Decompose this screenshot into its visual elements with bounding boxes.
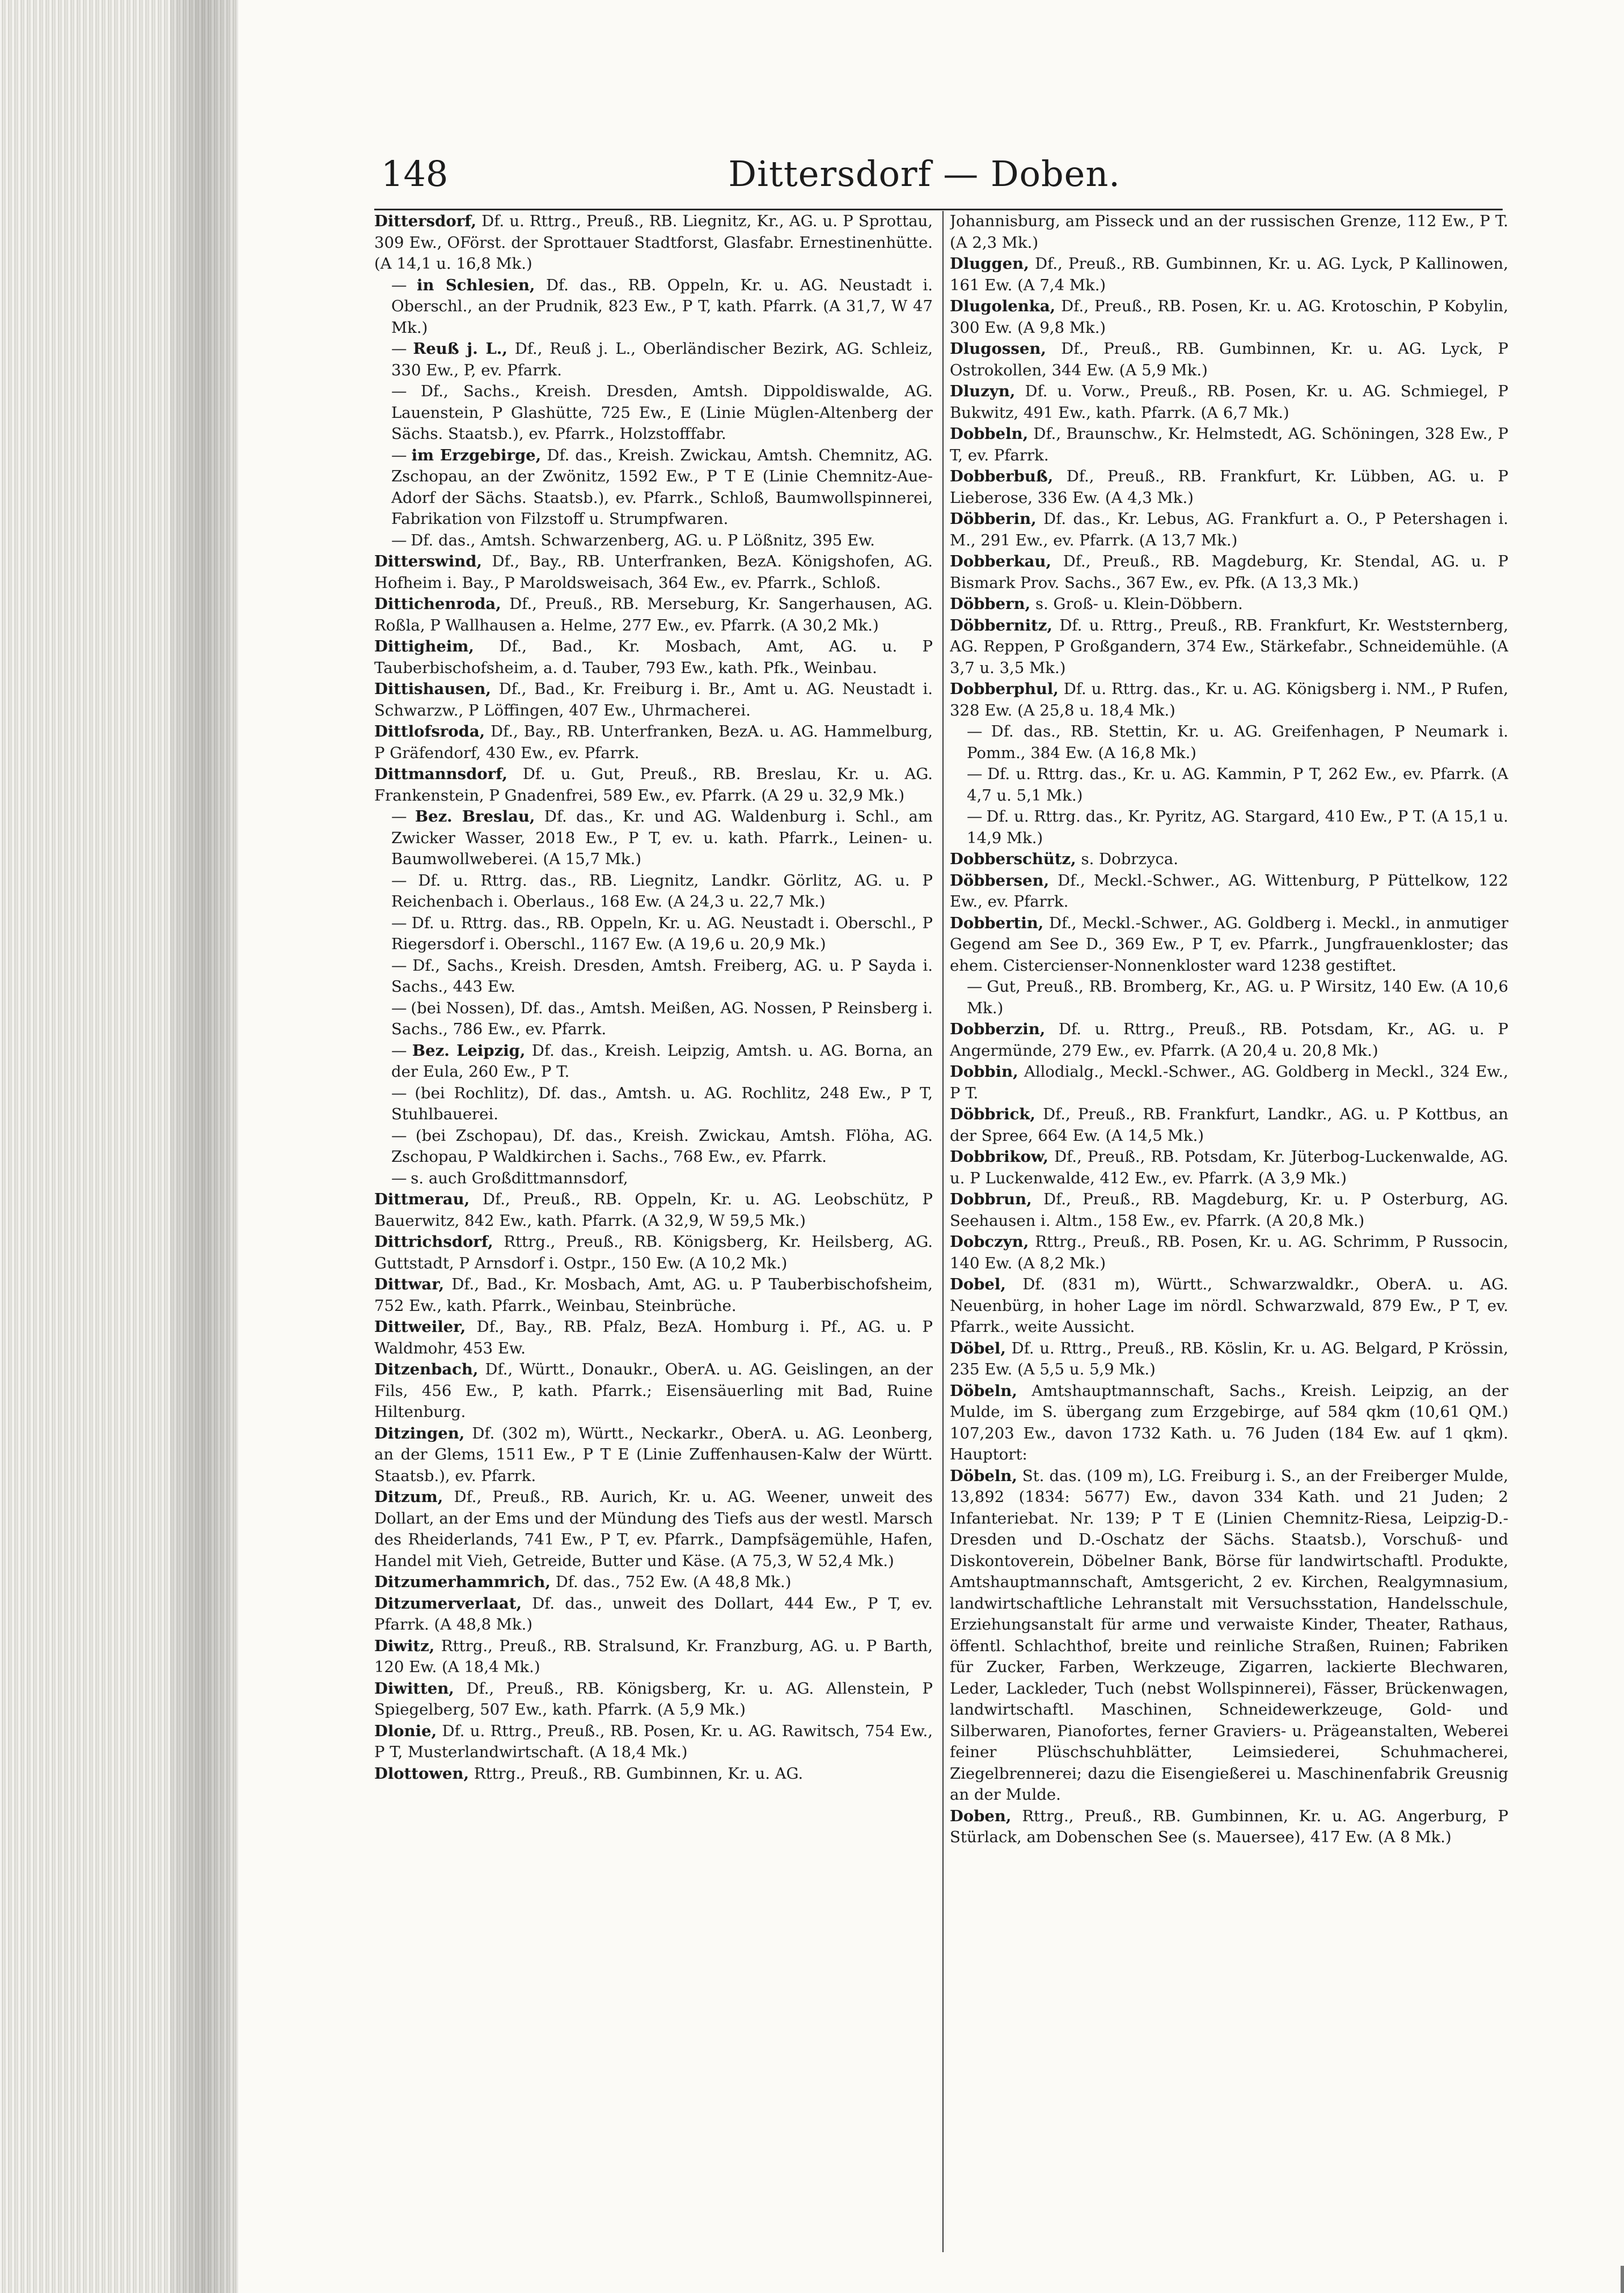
dictionary-entry [374, 913, 933, 955]
dictionary-entry [374, 636, 933, 679]
entry-headword: Dittmerau, [374, 1190, 470, 1208]
entry-text: Johannisburg, am Pisseck und an der russischen Grenze, 112 Ew., P T. (A 2,3 Mk.) [950, 212, 1508, 252]
entry-headword: Reuß j. L., [413, 340, 508, 358]
entry-headword: Dittigheim, [374, 637, 474, 655]
continuation-dash: — [391, 1041, 406, 1060]
dictionary-entry [950, 381, 1508, 424]
dictionary-entry [950, 976, 1508, 1019]
dictionary-entry [374, 1763, 933, 1785]
entry-text: Df. u. Rttrg. das., Kr. u. AG. Königsberg i. NM., P Rufen, 328 Ew. (A 25,8 u. 18,4 Mk.) [950, 680, 1508, 720]
entry-headword: Ditzenbach, [374, 1360, 479, 1378]
continuation-dash: — [967, 765, 982, 783]
entry-headword: Dobczyn, [950, 1233, 1029, 1251]
continuation-dash: — [391, 276, 406, 294]
dictionary-entry [374, 721, 933, 764]
entry-text: Allodialg., Meckl.-Schwer., AG. Goldberg in Meckl., 324 Ew., P T. [950, 1063, 1508, 1102]
dictionary-entry [950, 1019, 1508, 1061]
entry-text: s. auch Großdittmannsdorf, [411, 1169, 628, 1187]
dictionary-entry [950, 1274, 1508, 1338]
entry-text: Df., Württ., Donaukr., OberA. u. AG. Geislingen, an der Fils, 456 Ew., P, kath. Pfarrk.; Eisensäuerling mit Bad, Ruine Hiltenburg. [374, 1360, 933, 1421]
dictionary-entry [374, 1317, 933, 1359]
entry-text: Df., Preuß., RB. Frankfurt, Landkr., AG. u. P Kottbus, an der Spree, 664 Ew. (A 14,5 Mk.) [950, 1105, 1508, 1145]
entry-headword: Dluzyn, [950, 382, 1016, 400]
entry-text: Df., Sachs., Kreish. Dresden, Amtsh. Freiberg, AG. u. P Sayda i. Sachs., 443 Ew. [391, 956, 933, 996]
dictionary-entry [950, 679, 1508, 721]
entry-text: Df. u. Rttrg., Preuß., RB. Potsdam, Kr., AG. u. P Angermünde, 279 Ew., ev. Pfarrk. (A 20,4 u. 20,8 Mk.) [950, 1020, 1508, 1060]
header-rule [374, 209, 1503, 210]
dictionary-entry [950, 339, 1508, 381]
entry-text: Df., Preuß., RB. Potsdam, Kr. Jüterbog-Luckenwalde, AG. u. P Luckenwalde, 412 Ew., ev. Pfarrk. (A 3,9 Mk.) [950, 1148, 1508, 1187]
continuation-dash: — [391, 382, 406, 400]
entry-headword: Dobberphul, [950, 680, 1059, 698]
dictionary-entry [374, 998, 933, 1040]
dictionary-entry [374, 1721, 933, 1763]
entry-text: Df. das., Kreish. Leipzig, Amtsh. u. AG. Borna, an der Eula, 260 Ew., P T. [391, 1041, 933, 1081]
entry-headword: Dobbeln, [950, 425, 1029, 443]
entry-text: Df. das., RB. Stettin, Kr. u. AG. Greifenhagen, P Neumark i. Pomm., 384 Ew. (A 16,8 Mk.) [967, 722, 1508, 762]
dictionary-entry [374, 1232, 933, 1274]
dictionary-entry [374, 955, 933, 998]
dictionary-entry [374, 1572, 933, 1593]
continuation-dash: — [391, 1084, 406, 1102]
dictionary-entry [374, 1168, 933, 1190]
entry-text: Df., Meckl.-Schwer., AG. Goldberg i. Meckl., in anmutiger Gegend am See D., 369 Ew., P T, ev. Pfarrk., Jungfrauenkloster; das ehem. Cistercienser-Nonnenkloster ward 1238 gestiftet. [950, 913, 1508, 975]
entry-text: Df., Preuß., RB. Posen, Kr. u. AG. Krotoschin, P Kobylin, 300 Ew. (A 9,8 Mk.) [950, 297, 1508, 337]
dictionary-entry [374, 1593, 933, 1636]
dictionary-entry [374, 1636, 933, 1678]
dictionary-entry [950, 1381, 1508, 1466]
entry-headword: Ditzum, [374, 1488, 443, 1506]
continuation-dash: — [391, 807, 406, 826]
dictionary-entry [374, 1189, 933, 1232]
entry-text: Df., Preuß., RB. Magdeburg, Kr. Stendal, AG. u. P Bismark Prov. Sachs., 367 Ew., ev. Pfk. (A 13,3 Mk.) [950, 552, 1508, 592]
dictionary-entry [950, 870, 1508, 913]
entry-text: Df., Preuß., RB. Magdeburg, Kr. u. P Osterburg, AG. Seehausen i. Altm., 158 Ew., ev. Pfarrk. (A 20,8 Mk.) [950, 1190, 1508, 1230]
entry-text: Df., Reuß j. L., Oberländischer Bezirk, AG. Schleiz, 330 Ew., P, ev. Pfarrk. [391, 340, 933, 379]
entry-headword: Dittrichsdorf, [374, 1233, 493, 1251]
running-head: Dittersdorf — Doben. [728, 153, 1120, 194]
entry-text: Df., Bay., RB. Unterfranken, BezA. u. AG. Hammelburg, P Gräfendorf, 430 Ew., ev. Pfarrk. [374, 722, 933, 762]
continuation-dash: — [391, 871, 406, 890]
entry-text: Df. das., unweit des Dollart, 444 Ew., P T, ev. Pfarrk. (A 48,8 Mk.) [374, 1594, 933, 1634]
dictionary-entry [950, 1189, 1508, 1232]
dictionary-entry [374, 1083, 933, 1126]
entry-headword: Dlugossen, [950, 340, 1046, 358]
dictionary-entry [950, 296, 1508, 339]
continuation-dash: — [967, 978, 982, 996]
dictionary-entry [950, 551, 1508, 594]
entry-text: Df. u. Rttrg. das., Kr. Pyritz, AG. Stargard, 410 Ew., P T. (A 15,1 u. 14,9 Mk.) [967, 807, 1508, 847]
entry-text: Df., Preuß., RB. Gumbinnen, Kr. u. AG. Lyck, P Ostrokollen, 344 Ew. (A 5,9 Mk.) [950, 340, 1508, 379]
entry-text: Df., Bad., Kr. Mosbach, Amt, AG. u. P Tauberbischofsheim, 752 Ew., kath. Pfarrk., Weinbau, Steinbrüche. [374, 1275, 933, 1315]
entry-headword: Dobbin, [950, 1063, 1018, 1081]
entry-text: Df. u. Rttrg., Preuß., RB. Köslin, Kr. u. AG. Belgard, P Krössin, 235 Ew. (A 5,5 u. 5,9 Mk.) [950, 1339, 1508, 1378]
dictionary-entry [374, 445, 933, 530]
entry-headword: Döbbrick, [950, 1105, 1035, 1123]
continuation-dash: — [391, 446, 406, 464]
entry-headword: Ditterswind, [374, 552, 483, 570]
entry-text: Df., Braunschw., Kr. Helmstedt, AG. Schöningen, 328 Ew., P T, ev. Pfarrk. [950, 425, 1508, 464]
entry-headword: Dittlofsroda, [374, 722, 485, 741]
entry-headword: Dobberschütz, [950, 850, 1076, 868]
dictionary-entry [374, 870, 933, 913]
dictionary-entry [950, 1806, 1508, 1848]
dictionary-entry [374, 594, 933, 636]
entry-headword: Dittichenroda, [374, 595, 501, 613]
entry-text: Df., Bad., Kr. Mosbach, Amt, AG. u. P Tauberbischofsheim, a. d. Tauber, 793 Ew., kath. Pfk., Weinbau. [374, 637, 933, 677]
entry-text: (bei Zschopau), Df. das., Kreish. Zwickau, Amtsh. Flöha, AG. Zschopau, P Waldkirchen i. Sachs., 768 Ew., ev. Pfarrk. [391, 1126, 933, 1166]
entry-headword: Ditzumerverlaat, [374, 1594, 522, 1613]
entry-headword: Döbeln, [950, 1466, 1017, 1485]
entry-text: St. das. (109 m), LG. Freiburg i. S., an der Freiberger Mulde, 13,892 (1834: 5677) Ew., davon 334 Kath. und 21 Juden; 2 Infanteriebat. Nr. 139; P T E (Linien Chemnitz-Riesa, Leipzig-D.-Dresden und D.-Oschatz der Sächs. Staatsb.), Vorschuß- und Diskontoverein, Döbelner Bank, Börse für landwirtschaftl. Produkte, Amtshauptmannschaft, Amtsgericht, 2 ev. Kirchen, Realgymnasium, landwirtschaftliche Lehranstalt mit Versuchsstation, Handelsschule, Erziehungsanstalt für arme und verwaiste Kinder, Theater, Rathaus, öffentl. Schlachthof, breite und reinliche Straßen, Ruinen; Fabriken für Zucker, Farben, Werkzeuge, Zigarren, lackierte Blechwaren, Leder, Lackleder, Tuch (nebst Wollspinnerei), Fässer, Brückenwagen, landwirtschaftl. Maschinen, Schneidewerkzeuge, Gold- und Silberwaren, Pianofortes, ferner Graviers- u. Prägeanstalten, Weberei feiner Plüschschuhblätter, Leimsiederei, Schuhmacherei, Ziegelbrennerei; dazu die Eisengießerei u. Maschinenfabrik Greusnig an der Mulde. [950, 1466, 1508, 1804]
entry-text: Df., Preuß., RB. Gumbinnen, Kr. u. AG. Lyck, P Kallinowen, 161 Ew. (A 7,4 Mk.) [950, 255, 1508, 294]
right-column [950, 211, 1508, 2264]
dictionary-entry [374, 806, 933, 870]
dictionary-entry [950, 1146, 1508, 1189]
dictionary-entry [374, 1040, 933, 1083]
dictionary-entry [950, 721, 1508, 764]
entry-text: (bei Rochlitz), Df. das., Amtsh. u. AG. Rochlitz, 248 Ew., P T, Stuhlbauerei. [391, 1084, 933, 1123]
entry-text: Df. das., RB. Oppeln, Kr. u. AG. Neustadt i. Oberschl., an der Prudnik, 823 Ew., P T, kath. Pfarrk. (A 31,7, W 47 Mk.) [391, 276, 933, 337]
dictionary-entry [374, 1678, 933, 1721]
dictionary-entry [950, 1232, 1508, 1274]
entry-text: Df., Preuß., RB. Aurich, Kr. u. AG. Weener, unweit des Dollart, an der Ems und der Mündung des Tiefs aus der westl. Marsch des Rheiderlands, 741 Ew., P T, ev. Pfarrk., Dampfsägemühle, Hafen, Handel mit Vieh, Getreide, Butter und Käse. (A 75,3, W 52,4 Mk.) [374, 1488, 933, 1570]
entry-text: Rttrg., Preuß., RB. Posen, Kr. u. AG. Schrimm, P Russocin, 140 Ew. (A 8,2 Mk.) [950, 1233, 1508, 1272]
dictionary-entry [950, 509, 1508, 551]
dictionary-entry [950, 466, 1508, 509]
dictionary-entry [374, 339, 933, 381]
entry-text: Gut, Preuß., RB. Bromberg, Kr., AG. u. P Wirsitz, 140 Ew. (A 10,6 Mk.) [967, 978, 1508, 1017]
entry-headword: Ditzingen, [374, 1424, 465, 1442]
entry-headword: Dittishausen, [374, 680, 491, 698]
entry-headword: Dittwar, [374, 1275, 445, 1293]
continuation-dash: — [391, 956, 406, 975]
dictionary-entry [374, 275, 933, 339]
entry-headword: Döbeln, [950, 1381, 1017, 1400]
entry-headword: Ditzumerhammrich, [374, 1573, 551, 1591]
entry-text: Rttrg., Preuß., RB. Gumbinnen, Kr. u. AG. Angerburg, P Stürlack, am Dobenschen See (s. Mauersee), 417 Ew. (A 8 Mk.) [950, 1807, 1508, 1846]
entry-headword: Dlonie, [374, 1721, 437, 1740]
dictionary-entry [374, 551, 933, 594]
entry-text: Df. das., 752 Ew. (A 48,8 Mk.) [555, 1573, 792, 1591]
dictionary-entry [374, 1274, 933, 1317]
continuation-dash: — [967, 722, 982, 741]
entry-headword: Dluggen, [950, 255, 1029, 273]
entry-headword: Dittweiler, [374, 1318, 466, 1336]
entry-headword: in Schlesien, [417, 276, 535, 294]
dictionary-entry [374, 1487, 933, 1572]
entry-headword: Döbberin, [950, 510, 1037, 528]
entry-text: Rttrg., Preuß., RB. Königsberg, Kr. Heilsberg, AG. Guttstadt, P Arnsdorf i. Ostpr., 150 Ew. (A 10,2 Mk.) [374, 1233, 933, 1272]
column-divider [942, 211, 944, 2252]
entry-headword: Diwitten, [374, 1679, 454, 1698]
entry-headword: Dlottowen, [374, 1764, 470, 1783]
left-column [374, 211, 933, 2264]
entry-text: Amtshauptmannschaft, Sachs., Kreish. Leipzig, an der Mulde, im S. übergang zum Erzgebirge, auf 584 qkm (10,61 QM.) 107,203 Ew., davon 1732 Kath. u. 76 Juden (184 Ew. auf 1 qkm). Hauptort: [950, 1381, 1508, 1463]
entry-headword: Dobberkau, [950, 552, 1052, 570]
dictionary-entry [374, 764, 933, 806]
entry-headword: Dlugolenka, [950, 297, 1056, 315]
dictionary-entry [950, 1104, 1508, 1146]
entry-headword: im Erzgebirge, [411, 446, 542, 464]
entry-text: s. Groß- u. Klein-Döbbern. [1035, 595, 1243, 613]
entry-headword: Dobbrun, [950, 1190, 1032, 1208]
continuation-dash: — [391, 999, 406, 1017]
entry-headword: Dobbrikow, [950, 1148, 1048, 1166]
dictionary-entry [950, 211, 1508, 253]
entry-headword: Diwitz, [374, 1636, 435, 1655]
entry-text: Df. das., Kreish. Zwickau, Amtsh. Chemnitz, AG. Zschopau, an der Zwönitz, 1592 Ew., P T E (Linie Chemnitz-Aue-Adorf der Sächs. Staatsb.), ev. Pfarrk., Schloß, Baumwollspinnerei, Fabrikation von Filzstoff u. Strumpfwaren. [391, 446, 933, 528]
entry-headword: Bez. Breslau, [415, 807, 535, 826]
entry-headword: Dobel, [950, 1275, 1006, 1293]
entry-text: Rttrg., Preuß., RB. Gumbinnen, Kr. u. AG. [473, 1764, 803, 1783]
entry-headword: Döbbersen, [950, 871, 1050, 890]
dictionary-entry [374, 381, 933, 445]
entry-text: Df., Sachs., Kreish. Dresden, Amtsh. Dippoldiswalde, AG. Lauenstein, P Glashütte, 725 Ew., E (Linie Müglen-Altenberg der Sächs. Staatsb.), ev. Pfarrk., Holzstofffabr. [391, 382, 933, 443]
entry-text: Df. u. Rttrg. das., RB. Oppeln, Kr. u. AG. Neustadt i. Oberschl., P Riegersdorf i. Oberschl., 1167 Ew. (A 19,6 u. 20,9 Mk.) [391, 913, 933, 953]
entry-headword: Doben, [950, 1807, 1012, 1825]
entry-headword: Döbbern, [950, 595, 1031, 613]
entry-text: Df., Bad., Kr. Freiburg i. Br., Amt u. AG. Neustadt i. Schwarzw., P Löffingen, 407 Ew., Uhrmacherei. [374, 680, 933, 720]
continuation-dash: — [391, 531, 406, 549]
entry-text: Df. das., Kr. Lebus, AG. Frankfurt a. O., P Petershagen i. M., 291 Ew., ev. Pfarrk. (A 13,7 Mk.) [950, 510, 1508, 549]
page-number: 148 [381, 153, 449, 194]
entry-text: Df. u. Rttrg., Preuß., RB. Frankfurt, Kr. Weststernberg, AG. Reppen, P Großgandern, 374 Ew., Stärkefabr., Schneidemühle. (A 3,7 u. 3,5 Mk.) [950, 616, 1508, 677]
continuation-dash: — [391, 340, 406, 358]
entry-text: Df. u. Rttrg., Preuß., RB. Posen, Kr. u. AG. Rawitsch, 754 Ew., P T, Musterlandwirtschaft. (A 18,4 Mk.) [374, 1721, 933, 1761]
entry-text: Df. u. Rttrg. das., RB. Liegnitz, Landkr. Görlitz, AG. u. P Reichenbach i. Oberlaus., 168 Ew. (A 24,3 u. 22,7 Mk.) [391, 871, 933, 911]
entry-text: Df. (302 m), Württ., Neckarkr., OberA. u. AG. Leonberg, an der Glems, 1511 Ew., P T E (Linie Zuffenhausen-Kalw der Württ. Staatsb.), ev. Pfarrk. [374, 1424, 933, 1485]
dictionary-entry [374, 211, 933, 275]
continuation-dash: — [391, 1169, 406, 1187]
dictionary-entry [950, 764, 1508, 806]
entry-text: Df., Preuß., RB. Oppeln, Kr. u. AG. Leobschütz, P Bauerwitz, 842 Ew., kath. Pfarrk. (A 32,9, W 59,5 Mk.) [374, 1190, 933, 1230]
dictionary-entry [374, 530, 933, 552]
continuation-dash: — [391, 913, 406, 932]
continuation-dash: — [391, 1126, 406, 1145]
entry-headword: Dobbertin, [950, 913, 1044, 932]
entry-headword: Döbel, [950, 1339, 1006, 1357]
dictionary-entry [950, 913, 1508, 977]
continuation-dash: — [967, 807, 982, 826]
dictionary-entry [950, 849, 1508, 870]
entry-headword: Bez. Leipzig, [412, 1041, 526, 1060]
dictionary-entry [374, 1126, 933, 1168]
entry-text: Df. das., Kr. und AG. Waldenburg i. Schl., am Zwicker Wasser, 2018 Ew., P T, ev. u. kath. Pfarrk., Leinen- u. Baumwollweberei. (A 15,7 Mk.) [391, 807, 933, 868]
dictionary-entry [950, 424, 1508, 466]
dictionary-entry [950, 1061, 1508, 1104]
dictionary-entry [374, 1423, 933, 1487]
entry-text: Df. das., Amtsh. Schwarzenberg, AG. u. P Lößnitz, 395 Ew. [411, 531, 876, 549]
entry-text: Df., Preuß., RB. Frankfurt, Kr. Lübben, AG. u. P Lieberose, 336 Ew. (A 4,3 Mk.) [950, 467, 1508, 507]
dictionary-entry [950, 594, 1508, 615]
entry-headword: Dobberzin, [950, 1020, 1046, 1038]
entry-text: Df. u. Vorw., Preuß., RB. Posen, Kr. u. AG. Schmiegel, P Bukwitz, 491 Ew., kath. Pfarrk. (A 6,7 Mk.) [950, 382, 1508, 422]
dictionary-entry [374, 1359, 933, 1423]
entry-text: Df. u. Gut, Preuß., RB. Breslau, Kr. u. AG. Frankenstein, P Gnadenfrei, 589 Ew., ev. Pfarrk. (A 29 u. 32,9 Mk.) [374, 765, 933, 805]
entry-text: Df., Preuß., RB. Merseburg, Kr. Sangerhausen, AG. Roßla, P Wallhausen a. Helme, 277 Ew., ev. Pfarrk. (A 30,2 Mk.) [374, 595, 933, 634]
entry-text: Rttrg., Preuß., RB. Stralsund, Kr. Franzburg, AG. u. P Barth, 120 Ew. (A 18,4 Mk.) [374, 1636, 933, 1676]
dictionary-entry [374, 679, 933, 721]
dictionary-entry [950, 806, 1508, 849]
entry-text: Df., Meckl.-Schwer., AG. Wittenburg, P Püttelkow, 122 Ew., ev. Pfarrk. [950, 871, 1508, 911]
margin-mark [1621, 2266, 1624, 2293]
entry-text: Df. u. Rttrg. das., Kr. u. AG. Kammin, P T, 262 Ew., ev. Pfarrk. (A 4,7 u. 5,1 Mk.) [967, 765, 1508, 805]
dictionary-entry [950, 1338, 1508, 1381]
entry-headword: Dobberbuß, [950, 467, 1054, 485]
dictionary-entry [950, 253, 1508, 296]
entry-headword: Dittersdorf, [374, 212, 477, 230]
entry-headword: Dittmannsdorf, [374, 765, 508, 783]
entry-text: Df., Bay., RB. Pfalz, BezA. Homburg i. Pf., AG. u. P Waldmohr, 453 Ew. [374, 1318, 933, 1357]
entry-text: Df., Bay., RB. Unterfranken, BezA. Königshofen, AG. Hofheim i. Bay., P Maroldsweisach, 364 Ew., ev. Pfarrk., Schloß. [374, 552, 933, 592]
entry-text: (bei Nossen), Df. das., Amtsh. Meißen, AG. Nossen, P Reinsberg i. Sachs., 786 Ew., ev. Pfarrk. [391, 999, 933, 1038]
entry-text: Df. (831 m), Württ., Schwarzwaldkr., OberA. u. AG. Neuenbürg, in hoher Lage im nördl. Schwarzwald, 879 Ew., P T, ev. Pfarrk., weite Aussicht. [950, 1275, 1508, 1336]
entry-headword: Döbbernitz, [950, 616, 1052, 634]
dictionary-entry [950, 1466, 1508, 1806]
binding-shadow [170, 0, 238, 2293]
entry-text: Df. u. Rttrg., Preuß., RB. Liegnitz, Kr., AG. u. P Sprottau, 309 Ew., OFörst. der Sprottauer Stadtforst, Glasfabr. Ernestinenhütte. (A 14,1 u. 16,8 Mk.) [374, 212, 933, 273]
entry-text: s. Dobrzyca. [1081, 850, 1179, 868]
entry-text: Df., Preuß., RB. Königsberg, Kr. u. AG. Allenstein, P Spiegelberg, 507 Ew., kath. Pfarrk. (A 5,9 Mk.) [374, 1679, 933, 1719]
dictionary-entry [950, 615, 1508, 679]
